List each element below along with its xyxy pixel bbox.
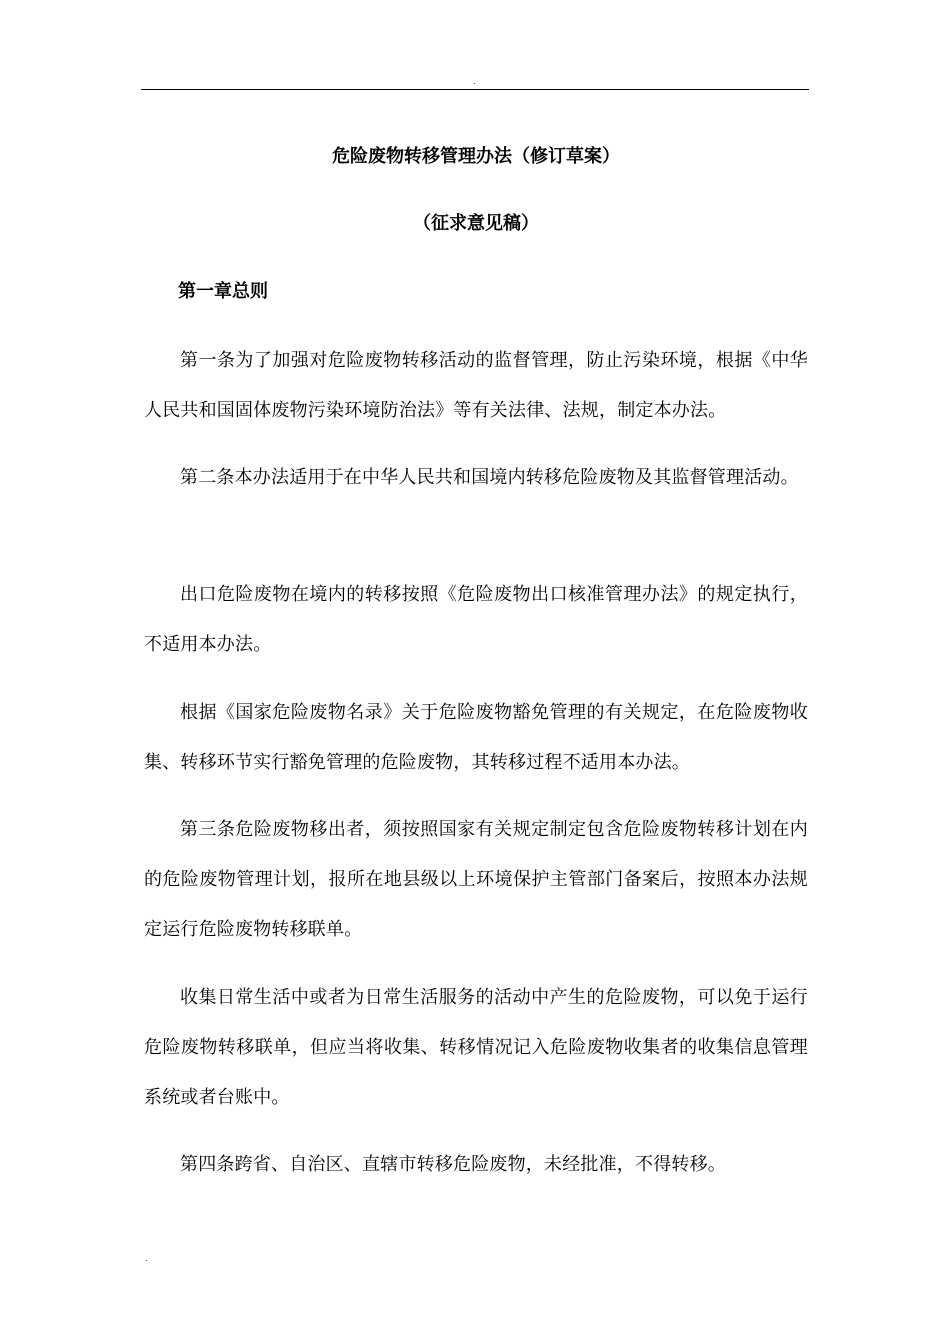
paragraph-article-3: 第三条危险废物移出者，须按照国家有关规定制定包含危险废物转移计划在内的危险废物管理计划，报所在地县级以上环境保护主管部门备案后，按照本办法规定运行危险废物转移联单。 bbox=[144, 819, 808, 940]
paragraph-household-waste: 收集日常生活中或者为日常生活服务的活动中产生的危险废物，可以免于运行危险废物转移联单，但应当将收集、转移情况记入危险废物收集者的收集信息管理系统或者台账中。 bbox=[144, 987, 808, 1108]
document-title: 危险废物转移管理办法（修订草案） bbox=[332, 146, 620, 167]
paragraph-exemption-clause: 根据《国家危险废物名录》关于危险废物豁免管理的有关规定，在危险废物收集、转移环节实行豁免管理的危险废物，其转移过程不适用本办法。 bbox=[144, 702, 808, 773]
document-subtitle: （征求意见稿） bbox=[413, 213, 539, 234]
paragraph-article-1: 第一条为了加强对危险废物转移活动的监督管理，防止污染环境，根据《中华人民共和国固体废物污染环境防治法》等有关法律、法规，制定本办法。 bbox=[144, 350, 808, 421]
paragraph-article-2: 第二条本办法适用于在中华人民共和国境内转移危险废物及其监督管理活动。 bbox=[180, 467, 799, 488]
footer-mark: . bbox=[145, 1254, 148, 1263]
paragraph-article-4: 第四条跨省、自治区、直辖市转移危险废物，未经批准，不得转移。 bbox=[180, 1154, 726, 1175]
paragraph-export-clause: 出口危险废物在境内的转移按照《危险废物出口核准管理办法》的规定执行，不适用本办法。 bbox=[144, 584, 808, 655]
header-mark: . bbox=[473, 77, 476, 86]
header-rule bbox=[141, 89, 809, 90]
chapter-heading: 第一章总则 bbox=[178, 281, 268, 302]
